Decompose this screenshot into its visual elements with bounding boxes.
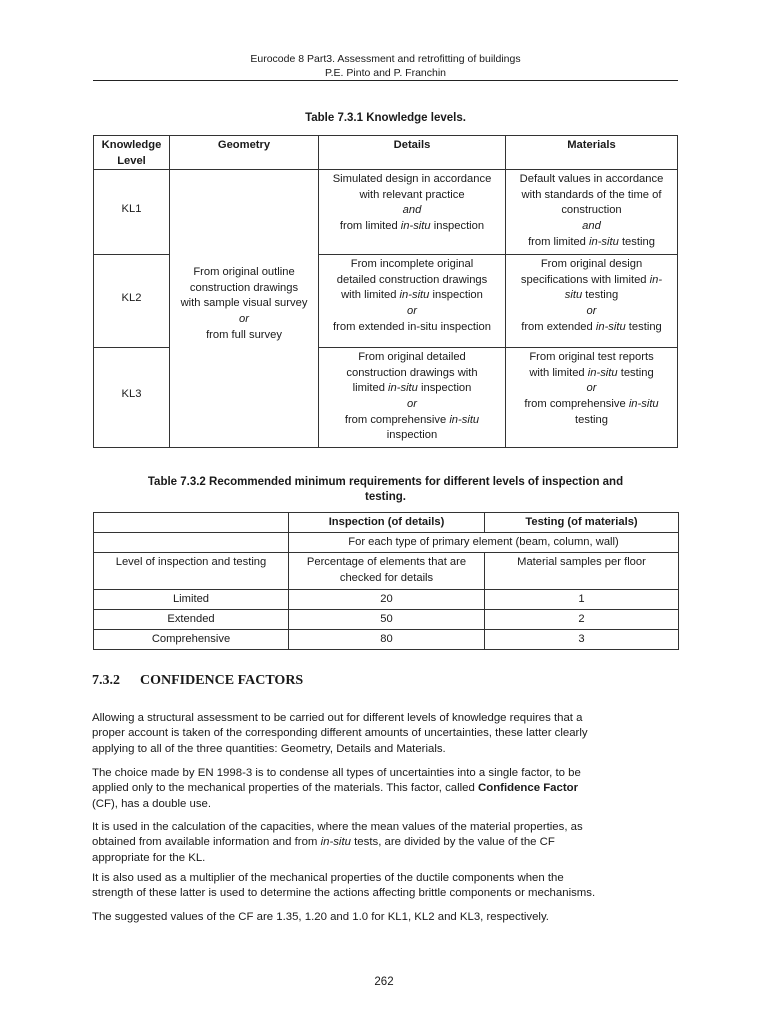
paragraph-line: applying to all of the three quantities: Geometry, Details and Materials. bbox=[92, 742, 446, 755]
details-or: or bbox=[407, 397, 417, 410]
percentage-label-cell bbox=[289, 553, 485, 590]
materials-line: testing bbox=[575, 413, 608, 426]
materials-line bbox=[506, 366, 677, 382]
header-title: Eurocode 8 Part3. Assessment and retrofitting of buildings bbox=[250, 53, 521, 65]
table-row bbox=[94, 610, 679, 630]
materials-cell bbox=[506, 255, 678, 348]
text-run: from comprehensive bbox=[524, 397, 629, 410]
materials-cell bbox=[506, 170, 678, 255]
paragraph-line: It is also used as a multiplier of the mechanical properties of the ductile components when the bbox=[92, 872, 564, 884]
details-line bbox=[319, 288, 505, 304]
geometry-cell bbox=[170, 170, 319, 448]
section-title: CONFIDENCE FACTORS bbox=[140, 673, 304, 688]
text-run: with limited bbox=[341, 289, 400, 302]
italic-run: in-situ bbox=[628, 397, 659, 410]
paragraph bbox=[92, 820, 677, 866]
paragraph-line: proper account is taken of the corresponding different amounts of uncertainties, these latter clearly bbox=[92, 727, 588, 740]
details-line: from extended in-situ inspection bbox=[333, 320, 491, 333]
materials-line bbox=[506, 320, 677, 336]
percent-cell: 80 bbox=[289, 630, 485, 650]
running-header bbox=[93, 52, 678, 80]
inspection-requirements-table bbox=[93, 512, 679, 650]
geometry-line: with sample visual survey bbox=[180, 297, 308, 310]
text-run: inspection bbox=[430, 219, 485, 232]
col-header-inspection: Inspection (of details) bbox=[289, 513, 485, 533]
percent-cell: 20 bbox=[289, 590, 485, 610]
table2-caption-line: testing. bbox=[365, 491, 406, 503]
italic-run: situ bbox=[564, 289, 583, 302]
materials-line bbox=[506, 397, 677, 413]
paragraph-line bbox=[92, 781, 677, 796]
samples-cell: 1 bbox=[485, 590, 679, 610]
italic-run: in-situ bbox=[589, 235, 619, 248]
text-run: specifications with limited bbox=[520, 273, 650, 286]
geometry-line: From original outline bbox=[193, 266, 295, 279]
details-line bbox=[319, 219, 505, 235]
details-line: construction drawings with bbox=[346, 366, 478, 379]
italic-run: in-situ bbox=[399, 289, 430, 302]
details-and: and bbox=[402, 204, 422, 217]
details-line: Simulated design in accordance bbox=[332, 173, 492, 186]
empty-cell bbox=[94, 533, 289, 553]
percent-cell: 50 bbox=[289, 610, 485, 630]
level-cell: KL1 bbox=[94, 170, 170, 255]
italic-run: in-situ bbox=[449, 413, 480, 426]
materials-line bbox=[506, 273, 677, 289]
details-line: inspection bbox=[386, 429, 438, 442]
knowledge-levels-table bbox=[93, 135, 678, 448]
level-cell: Limited bbox=[94, 590, 289, 610]
col-header-materials: Materials bbox=[506, 136, 678, 170]
details-line bbox=[319, 413, 505, 429]
italic-run: in-situ bbox=[595, 320, 626, 333]
col-header-level: Level bbox=[117, 154, 146, 167]
text-run: testing bbox=[618, 235, 655, 248]
table2-caption-line: Table 7.3.2 Recommended minimum requirements for different levels of inspection and bbox=[147, 476, 624, 488]
geometry-line: construction drawings bbox=[189, 281, 299, 294]
details-or: or bbox=[407, 304, 417, 317]
italic-run: in-situ bbox=[320, 836, 351, 849]
paragraph bbox=[92, 766, 677, 812]
text-run: from limited bbox=[528, 235, 589, 248]
level-cell: Extended bbox=[94, 610, 289, 630]
col-header-knowledge: Knowledge bbox=[101, 139, 162, 151]
materials-or: or bbox=[586, 304, 597, 317]
row-label-cell: Level of inspection and testing bbox=[94, 553, 289, 590]
col-header-knowledge-level bbox=[94, 136, 170, 170]
details-cell bbox=[319, 348, 506, 448]
empty-cell bbox=[94, 513, 289, 533]
materials-line: construction bbox=[561, 204, 622, 217]
materials-and: and bbox=[582, 219, 601, 232]
level-cell: Comprehensive bbox=[94, 630, 289, 650]
table-row bbox=[94, 553, 679, 590]
text-run: from extended bbox=[521, 320, 596, 333]
table2-caption bbox=[93, 475, 678, 505]
text-run: from comprehensive bbox=[344, 413, 450, 426]
materials-line: Default values in accordance bbox=[519, 173, 664, 186]
materials-or: or bbox=[586, 382, 597, 395]
col-header-geometry: Geometry bbox=[170, 136, 319, 170]
paragraph bbox=[92, 711, 677, 757]
materials-line: From original design bbox=[540, 258, 643, 271]
header-authors: P.E. Pinto and P. Franchin bbox=[324, 67, 447, 79]
paragraph bbox=[92, 871, 677, 902]
text-run: with limited bbox=[529, 366, 588, 379]
text-run: tests, are divided by the value of the CF bbox=[350, 836, 555, 849]
samples-label-cell: Material samples per floor bbox=[485, 553, 679, 590]
paragraph-line bbox=[92, 835, 677, 850]
text-run: inspection bbox=[417, 382, 472, 395]
section-number: 7.3.2 bbox=[92, 673, 120, 688]
text-run: testing bbox=[582, 289, 619, 302]
italic-run: in- bbox=[649, 273, 663, 286]
italic-run: in-situ bbox=[400, 219, 431, 232]
text-run: applied only to the mechanical properties of the materials. This factor, called bbox=[92, 782, 479, 795]
primary-element-cell: For each type of primary element (beam, column, wall) bbox=[289, 533, 679, 553]
text-run: testing bbox=[625, 320, 662, 333]
table-row bbox=[94, 170, 678, 255]
label-line: checked for details bbox=[339, 571, 434, 584]
paragraph-line: Allowing a structural assessment to be carried out for different levels of knowledge requires that a bbox=[92, 712, 583, 724]
paragraph-line: appropriate for the KL. bbox=[92, 851, 206, 864]
materials-line bbox=[506, 235, 677, 251]
table-row bbox=[94, 630, 679, 650]
table-row bbox=[94, 533, 679, 553]
label-line: Percentage of elements that are bbox=[306, 556, 467, 568]
level-cell: KL2 bbox=[94, 255, 170, 348]
text-run: testing bbox=[617, 366, 654, 379]
details-line: From incomplete original bbox=[350, 258, 474, 271]
materials-line: with standards of the time of bbox=[521, 188, 662, 201]
paragraph-line: The choice made by EN 1998-3 is to condense all types of uncertainties into a single factor, to be bbox=[92, 767, 581, 779]
materials-line: From original test reports bbox=[529, 351, 654, 364]
paragraph-line: The suggested values of the CF are 1.35, 1.20 and 1.0 for KL1, KL2 and KL3, respectively. bbox=[92, 911, 549, 923]
geometry-or: or bbox=[239, 312, 249, 325]
geometry-line: from full survey bbox=[206, 328, 282, 341]
section-heading bbox=[92, 673, 303, 689]
header-rule bbox=[93, 80, 678, 81]
table1-caption: Table 7.3.1 Knowledge levels. bbox=[305, 112, 466, 124]
table-header-row bbox=[94, 136, 678, 170]
col-header-testing: Testing (of materials) bbox=[485, 513, 679, 533]
details-cell bbox=[319, 255, 506, 348]
details-cell bbox=[319, 170, 506, 255]
details-line: From original detailed bbox=[358, 351, 466, 364]
details-line: with relevant practice bbox=[359, 188, 465, 201]
details-line bbox=[319, 381, 505, 397]
text-run: from limited bbox=[339, 219, 401, 232]
samples-cell: 2 bbox=[485, 610, 679, 630]
paragraph-line: (CF), has a double use. bbox=[92, 797, 212, 810]
text-run: inspection bbox=[429, 289, 483, 302]
italic-run: in-situ bbox=[388, 382, 418, 395]
col-header-details: Details bbox=[319, 136, 506, 170]
paragraph-line: strength of these latter is used to determine the actions affecting brittle components or mechanisms. bbox=[92, 887, 596, 900]
text-run: limited bbox=[352, 382, 389, 395]
materials-line bbox=[506, 288, 677, 304]
italic-run: in-situ bbox=[587, 366, 618, 379]
text-run: obtained from available information and from bbox=[92, 836, 321, 849]
materials-cell bbox=[506, 348, 678, 448]
samples-cell: 3 bbox=[485, 630, 679, 650]
page-number: 262 bbox=[374, 976, 394, 988]
paragraph bbox=[92, 910, 677, 925]
level-cell: KL3 bbox=[94, 348, 170, 448]
table-row bbox=[94, 590, 679, 610]
details-line: detailed construction drawings bbox=[336, 273, 488, 286]
paragraph-line: It is used in the calculation of the capacities, where the mean values of the material properties, as bbox=[92, 821, 583, 833]
bold-term: Confidence Factor bbox=[478, 782, 579, 795]
table-header-row bbox=[94, 513, 679, 533]
